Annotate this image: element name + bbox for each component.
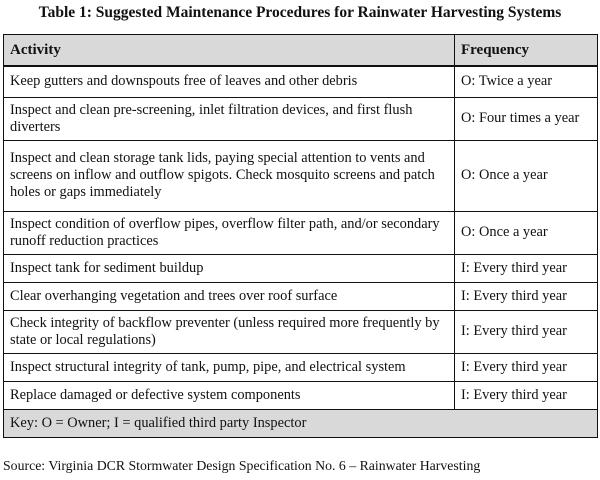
frequency-cell: I: Every third year [455,353,598,381]
table-key-row [4,409,598,437]
table-row [4,211,598,254]
frequency-cell: I: Every third year [455,254,598,282]
table-row [4,310,598,353]
activity-cell: Keep gutters and downspouts free of leaves and other debris [4,66,455,97]
activity-cell: Inspect structural integrity of tank, pump, pipe, and electrical system [4,353,455,381]
table-row [4,381,598,409]
table-row [4,353,598,381]
source-note: Source: Virginia DCR Stormwater Design Specification No. 6 – Rainwater Harvesting [3,458,481,473]
activity-cell: Inspect condition of overflow pipes, overflow filter path, and/or secondary runoff reduction practices [4,211,455,254]
activity-cell: Replace damaged or defective system components [4,381,455,409]
table-header-row [4,35,598,67]
key-cell: Key: O = Owner; I = qualified third party Inspector [4,409,598,437]
frequency-cell: I: Every third year [455,310,598,353]
activity-cell: Inspect and clean storage tank lids, paying special attention to vents and screens on inflow and outflow spigots. Check mosquito screens and patch holes or gaps immediately [4,140,455,211]
maintenance-table [3,34,598,438]
table-caption: Table 1: Suggested Maintenance Procedures for Rainwater Harvesting Systems [38,4,562,21]
header-frequency: Frequency [455,35,598,67]
table-row [4,140,598,211]
frequency-cell: O: Once a year [455,140,598,211]
activity-cell: Clear overhanging vegetation and trees over roof surface [4,282,455,310]
activity-cell: Inspect and clean pre-screening, inlet filtration devices, and first flush diverters [4,97,455,140]
frequency-cell: O: Four times a year [455,97,598,140]
frequency-cell: O: Twice a year [455,66,598,97]
table-row [4,254,598,282]
frequency-cell: I: Every third year [455,282,598,310]
table-row [4,66,598,97]
table-row [4,97,598,140]
activity-cell: Check integrity of backflow preventer (unless required more frequently by state or local regulations) [4,310,455,353]
frequency-cell: I: Every third year [455,381,598,409]
frequency-cell: O: Once a year [455,211,598,254]
activity-cell: Inspect tank for sediment buildup [4,254,455,282]
header-activity: Activity [4,35,455,67]
table-row [4,282,598,310]
